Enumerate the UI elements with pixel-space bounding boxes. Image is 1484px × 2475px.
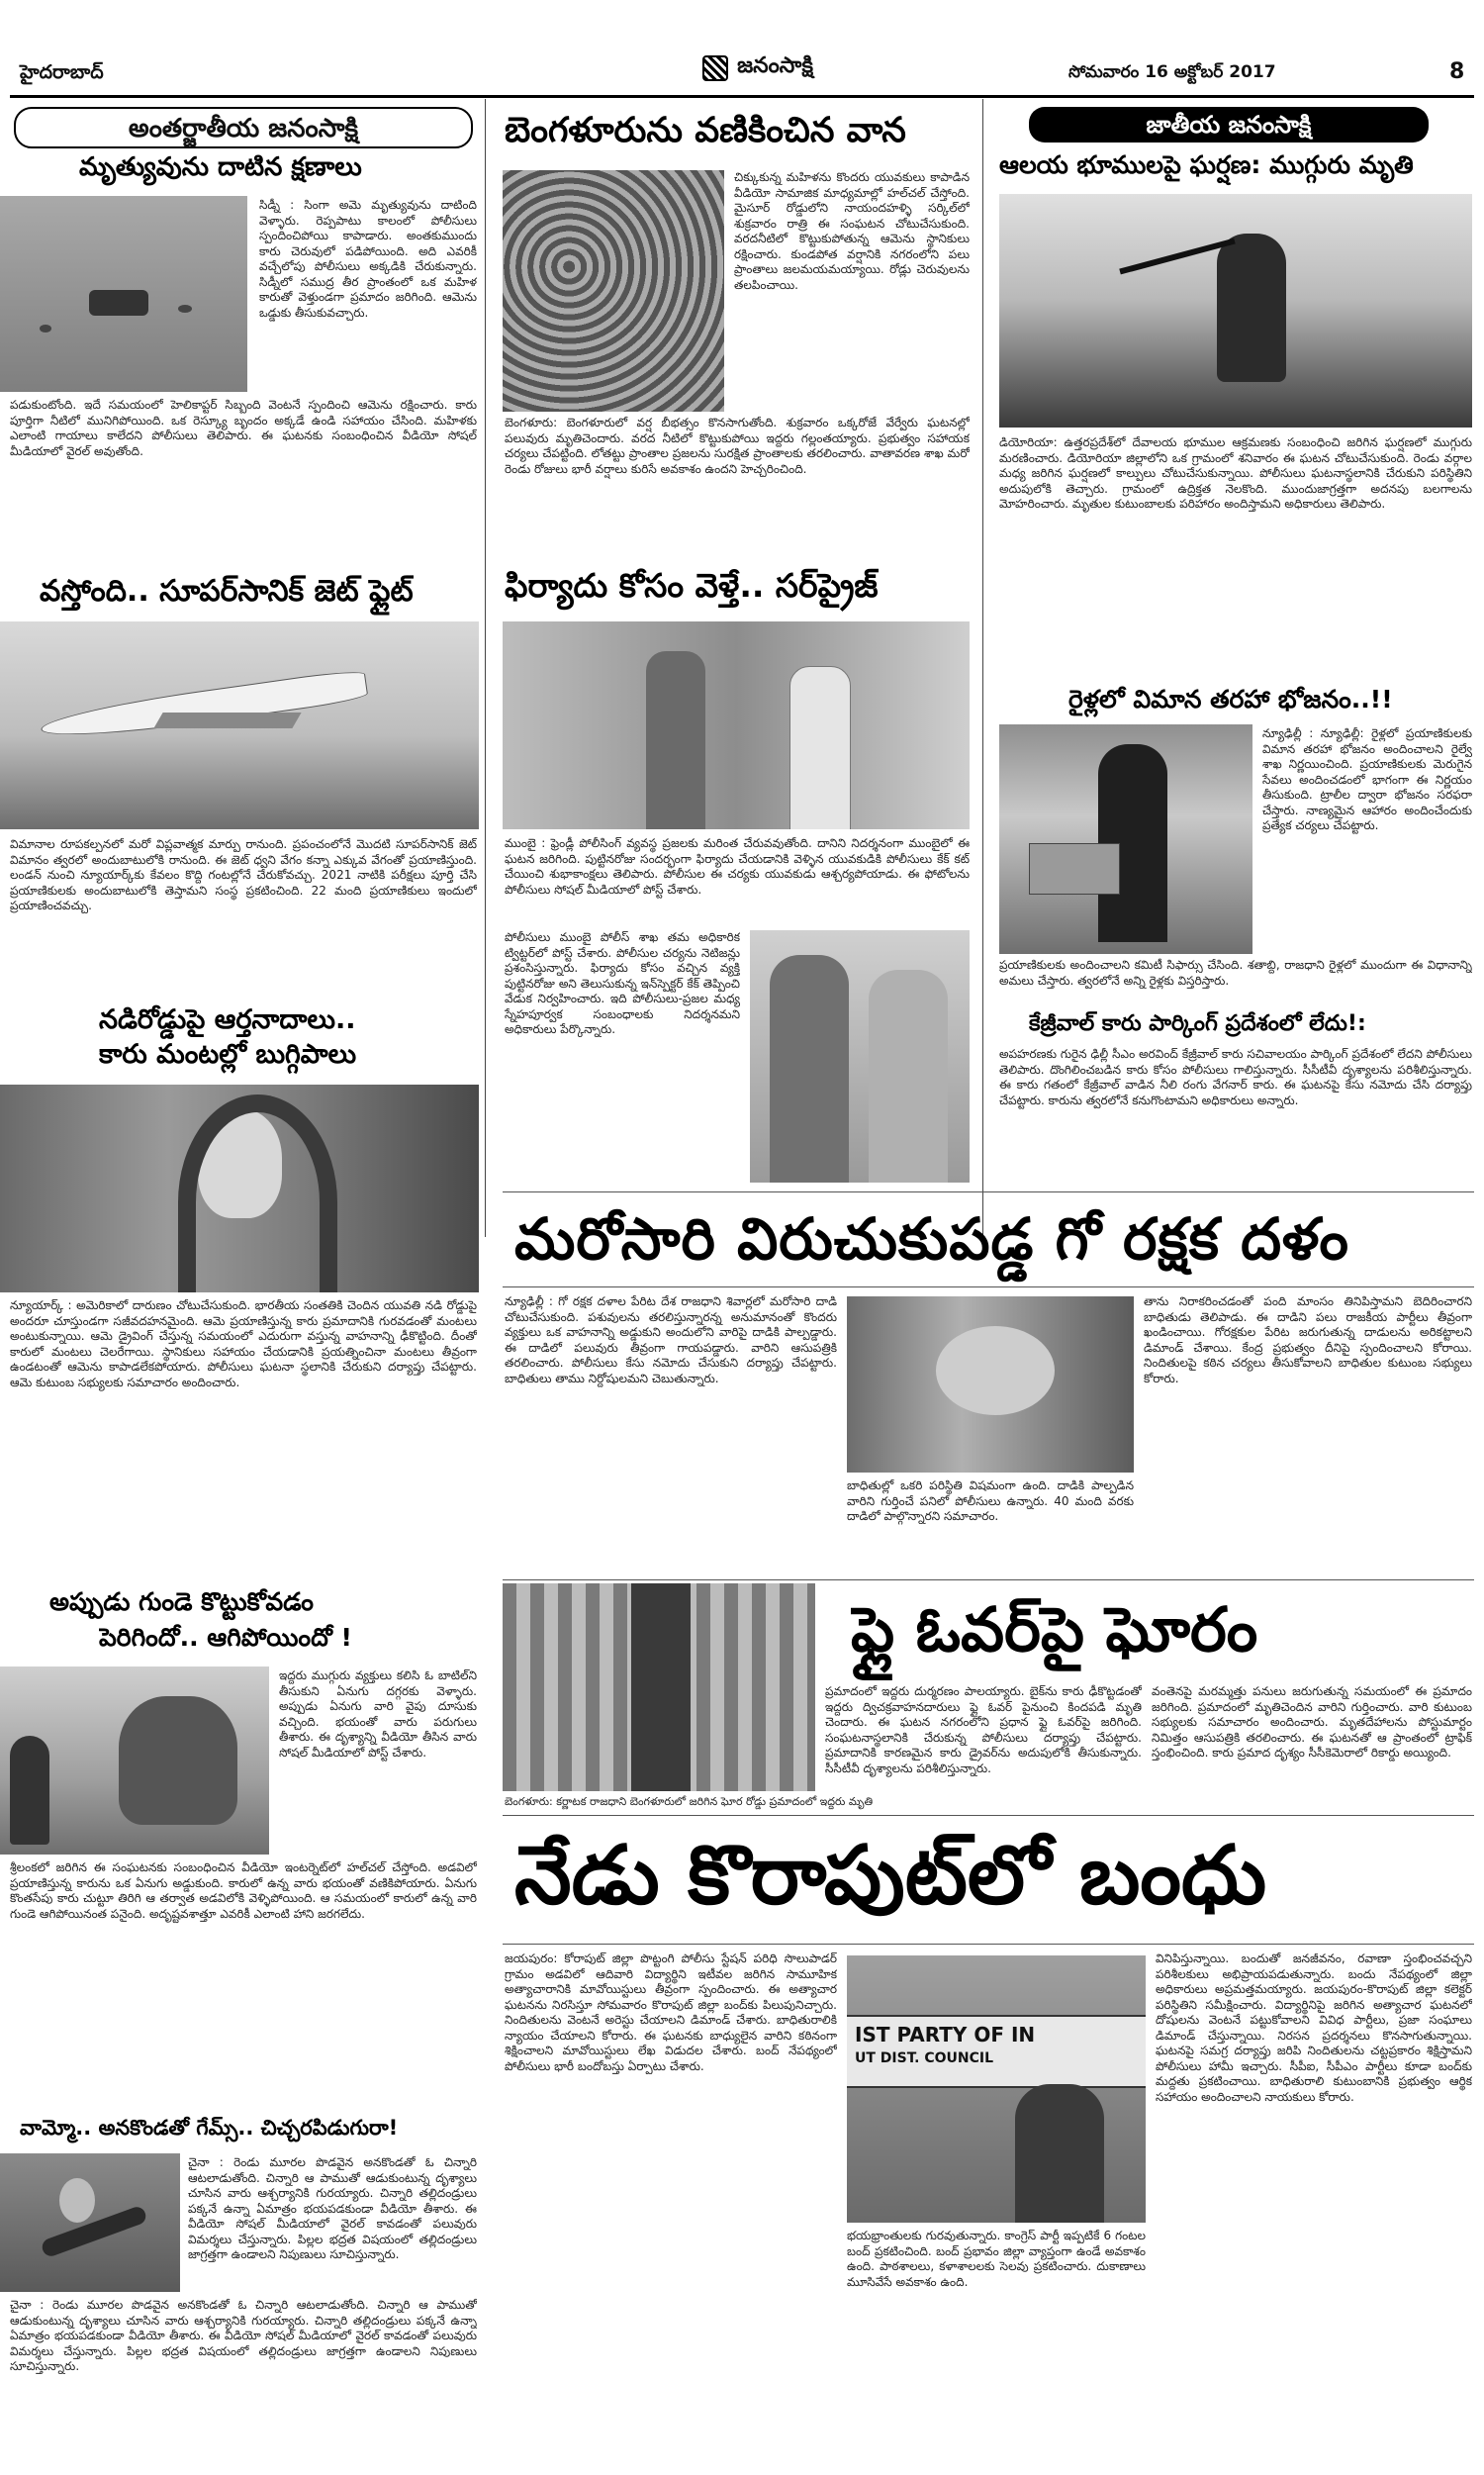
masthead-paper-name: జనంసాక్షి: [737, 53, 813, 78]
section-rule: [503, 1191, 1474, 1192]
photo-injured-man: [847, 1296, 1134, 1473]
person-shape: [789, 666, 851, 829]
photo-flyover-accident: [503, 1583, 815, 1791]
article-text: వినిపిస్తున్నాయి. బందుతో జనజీవనం, రవాణా స్తంభించవచ్చని పరిశీలకులు అభిప్రాయపడుతున్నారు. బందు నేపథ్యంలో జిల్లా అధికారులు అప్రమత్తమయ్యారు. జయపురం-కొరాపుట్ జిల్లా కలెక్టర్ పరిస్థితిని సమీక్షించారు. విద్యార్థినిపై జరిగిన అత్యాచార ఘటనలో దోషులను వెంటనే పట్టుకోవాలని వివిధ పార్టీలు, ప్రజా సంఘాలు డిమాండ్ చేస్తున్నాయి. నిరసన ప్రదర్శనలు కొనసాగుతున్నాయి. ఘటనపై సమగ్ర దర్యాప్తు జరిపి నిందితులను చట్టప్రకారం శిక్షిస్తామని పోలీసులు హామీ ఇచ్చారు. సీపీఐ, సీపీఎం పార్టీలు కూడా బంద్‌కు మద్దతు ప్రకటించాయి. బాధితురాలి కుటుంబానికి ప్రభుత్వం ఆర్థిక సహాయం అందించాలని నాయకులు కోరారు.: [1156, 1951, 1472, 2104]
headline-alaya-bhumulu: ఆలయ భూములపై ఘర్షణ: ముగ్గురు మృతి: [999, 150, 1414, 179]
banner-shape: [847, 2015, 1146, 2088]
section-rule: [503, 1944, 1474, 1945]
photo-caption: బెంగళూరు: కర్ణాటక రాజధాని బెంగళూరులో జరిగిన ఘోర రోడ్డు ప్రమాదంలో ఇద్దరు మృతి: [505, 1795, 874, 1808]
headline-supersonic-jet: వస్తోంది.. సూపర్‌సానిక్ జెట్ ఫ్లైట్: [40, 574, 414, 609]
road-shape: [631, 1583, 691, 1791]
column-divider: [485, 99, 486, 1237]
article-text: సిడ్నీ : సింగా అమె మృత్యువును దాటింది వెళ్ళారు. రెప్పపాటు కాలంలో పోలీసులు స్పందించిపోయి కాపాడారు. అంతకుముందు కారు చెరువులో పడిపోయింది. అది ఎవరికీ వచ్చేలోపు పోలీసులు అక్కడికి చేరుకున్నారు. సిడ్నీలో సముద్ర తీర ప్రాంతంలో ఒక మహిళ కారుతో వెళ్తుండగా ప్రమాదం జరిగింది. ఆమెను ఒడ్డుకు తీసుకువచ్చారు.: [259, 198, 477, 320]
masthead-date: సోమవారం 16 అక్టోబర్ 2017: [1068, 62, 1276, 82]
article-text: అపహరణకు గురైన ఢిల్లీ సీఎం అరవింద్ కేజ్రీవాల్ కారు సచివాలయం పార్కింగ్ ప్రదేశంలో లేదని పోలీసులు తెలిపారు. దొంగిలించబడిన కారు కోసం పోలీసులు గాలిస్తున్నారు. సీసీటీవీ దృశ్యాలను పరిశీలిస్తున్నారు. ఈ కారు గతంలో కేజ్రీవాల్ వాడిన నీలి రంగు వేగనార్ కారు. ఈ ఘటనపై కేసు నమోదు చేసి దర్యాప్తు చేపట్టారు. కారును త్వరలోనే కనుగొంటామని అధికారులు అన్నారు.: [999, 1047, 1472, 1107]
photo-sea-rescue: [0, 196, 247, 392]
swimmer-shape: [178, 305, 192, 313]
food-tray-shape: [1029, 843, 1120, 895]
masthead-city: హైదరాబాద్: [20, 61, 104, 83]
photo-police-birthday: [503, 621, 970, 829]
person-shape: [770, 955, 849, 1183]
headline-firyadu: ఫిర్యాదు కోసం వెళ్తే.. సర్‌ప్రైజ్: [505, 566, 879, 605]
child-shape: [59, 2178, 95, 2223]
photo-supersonic-jet: [0, 621, 479, 829]
article-text: తాను నిరాకరించడంతో పంది మాంసం తినిపిస్తామని బెదిరించారని బాధితుడు తెలిపాడు. ఈ దాడిని పలు రాజకీయ పార్టీలు తీవ్రంగా ఖండించాయి. గోరక్షకుల పేరిట జరుగుతున్న దాడులను అరికట్టాలని డిమాండ్ చేశాయి. కేంద్ర ప్రభుత్వం దీనిపై స్పందించాలని కోరాయి. నిందితులపై కఠిన చర్యలు తీసుకోవాలని బాధితుల కుటుంబ సభ్యులు కోరారు.: [1144, 1294, 1472, 1385]
section-rule: [503, 1286, 1474, 1287]
elephant-shape: [119, 1696, 237, 1825]
article-text: చైనా : రెండు మూరల పొడవైన అనకొండతో ఓ చిన్నారి ఆటలాడుతోంది. చిన్నారి ఆ పాముతో ఆడుకుంటున్న దృశ్యాలు చూసిన వారు ఆశ్చర్యానికి గురయ్యారు. చిన్నారి తల్లిదండ్రులు పక్కనే ఉన్నా ఏమాత్రం భయపడకుండా వీడియో తీశారు. ఈ వీడియో సోషల్ మీడియాలో వైరల్ కావడంతో పలువురు విమర్శలు చేస్తున్నారు. పిల్లల భద్రత విషయంలో తల్లిదండ్రులు జాగ్రత్తగా ఉండాలని నిపుణులు సూచిస్తున్నారు.: [188, 2155, 477, 2261]
policeman-shape: [646, 651, 705, 829]
photo-train-food: [999, 724, 1252, 954]
article-text: పోలీసులు ముంబై పోలీస్ శాఖ తమ అధికారిక ట్విట్టర్‌లో పోస్ట్ చేశారు. పోలీసుల చర్యను నెటిజన్లు ప్రశంసిస్తున్నారు. ఫిర్యాదు కోసం వచ్చిన వ్యక్తి పుట్టినరోజు అని తెలుసుకున్న ఇన్‌స్పెక్టర్ కేక్ తెప్పించి వేడుక నిర్వహించారు. ఇది పోలీసులు-ప్రజల మధ్య స్నేహపూర్వక సంబంధాలకు నిదర్శనమని అధికారులు పేర్కొన్నారు.: [505, 930, 740, 1036]
snake-shape: [40, 2205, 148, 2259]
article-text: శ్రీలంకలో జరిగిన ఈ సంఘటనకు సంబంధించిన వీడియో ఇంటర్నెట్‌లో హల్‌చల్ చేస్తోంది. అడవిలో ప్రయాణిస్తున్న కారును ఒక ఏనుగు అడ్డుకుంది. కారులో ఉన్న వారు భయంతో వణికిపోయారు. ఏనుగు కొంతసేపు కారు చుట్టూ తిరిగి ఆ తర్వాత అడవిలోకి వెళ్ళిపోయింది. ఆ సమయంలో కారులో ఉన్న వారి గుండె ఆగిపోయినంత పనైంది. అదృష్టవశాత్తూ ఎవరికీ ఎలాంటి హాని జరగలేదు.: [10, 1860, 477, 1921]
photo-protest-rally: [847, 1955, 1146, 2223]
headline-mrutyuvu: మృత్యువును దాటిన క్షణాలు: [79, 152, 362, 182]
car-shape: [89, 290, 148, 316]
article-text: న్యూయార్క్ : అమెరికాలో దారుణం చోటుచేసుకుంది. భారతీయ సంతతికి చెందిన యువతి నడి రోడ్డుపై అందరూ చూస్తుండగా సజీవదహనమైంది. ఆమె ప్రయాణిస్తున్న కారు ప్రమాదానికి గురవడంతో మంటలు అంటుకున్నాయి. ఆమె డ్రైవింగ్ చేస్తున్న సమయంలో ఎదురుగా వస్తున్న వాహనాన్ని ఢీకొట్టింది. దీంతో కారులో మంటలు చెలరేగాయి. స్థానికులు సహాయం చేయడానికి ప్రయత్నించినా మంటలు తీవ్రంగా ఉండటంతో ఆమెను కాపాడలేకపోయారు. పోలీసులు ఘటనా స్థలానికి చేరుకుని దర్యాప్తు చేపట్టారు. ఆమె కుటుంబ సభ్యులకు సమాచారం అందించారు.: [10, 1298, 477, 1389]
article-text: పడుకుంటోంది. ఇదే సమయంలో హెలికాప్టర్ సిబ్బంది వెంటనే స్పందించి ఆమెను రక్షించారు. కారు పూర్తిగా నీటిలో మునిగిపోయింది. ఒక రెస్క్యూ బృందం అక్కడే ఉండి సహాయం చేసింది. మహిళకు ఎలాంటి గాయాలు కాలేదని పోలీసులు తెలిపారు. ఈ ఘటనకు సంబంధించిన వీడియో సోషల్ మీడియాలో వైరల్ అవుతోంది.: [10, 398, 477, 458]
section-rule: [503, 1579, 1474, 1580]
photo-woman-portrait: [0, 1085, 479, 1292]
article-text: ముంబై : ఫ్రెండ్లీ పోలీసింగ్ వ్యవస్థ ప్రజలకు మరింత చేరువవుతోంది. దానిని నిదర్శనంగా ముంబైలో ఈ ఘటన జరిగింది. పుట్టినరోజు సందర్భంగా ఫిర్యాదు చేయడానికి వెళ్ళిన యువకుడికి పోలీసులు కేక్ కట్ చేయించి శుభాకాంక్షలు తెలిపారు. పోలీసుల ఈ చర్యకు యువకుడు ఆశ్చర్యపోయాడు. ఈ ఫోటోలను పోలీసులు సోషల్ మీడియాలో పోస్ట్ చేశారు.: [505, 836, 970, 897]
photo-clash-firing: [999, 194, 1472, 428]
headline-koraput-bandh: నేడు కొరాపుట్‌లో బంధు: [514, 1829, 1267, 1923]
photo-elephant: [0, 1666, 269, 1855]
hair-shape: [178, 1095, 337, 1292]
article-text: డియోరియా: ఉత్తరప్రదేశ్‌లో దేవాలయ భూముల ఆక్రమణకు సంబంధించి జరిగిన ఘర్షణలో ముగ్గురు మరణించారు. డియోరియా జిల్లాలోని ఒక గ్రామంలో శనివారం ఈ ఘటన చోటుచేసుకుంది. రెండు వర్గాల మధ్య జరిగిన ఘర్షణలో కాల్పులు చోటుచేసుకున్నాయి. పోలీసులు ఘటనాస్థలానికి చేరుకుని పరిస్థితిని అదుపులోకి తెచ్చారు. గ్రామంలో ఉద్రిక్తత నెలకొంది. ముందుజాగ్రత్తగా అదనపు బలగాలను మోహరించారు. మృతుల కుటుంబాలకు పరిహారం అందిస్తామని అధికారులు తెలిపారు.: [999, 435, 1472, 511]
photo-bengaluru-crowd: [503, 170, 724, 412]
person-shape: [10, 1736, 49, 1845]
article-text: బెంగళూరు: బెంగళూరులో వర్ష బీభత్సం కొనసాగుతోంది. శుక్రవారం ఒక్కరోజే వేర్వేరు ఘటనల్లో పలువురు మృతిచెందారు. వరద నీటిలో కొట్టుకుపోయి ఇద్దరు గల్లంతయ్యారు. ప్రభుత్వం సహాయక చర్యలు చేపట్టింది. లోతట్టు ప్రాంతాల ప్రజలను సురక్షిత ప్రాంతాలకు తరలించారు. వాతావరణ శాఖ మరో రెండు రోజులు భారీ వర్షాలు కురిసే అవకాశం ఉందని హెచ్చరించింది.: [505, 416, 970, 476]
headline-nadiroddu: నడిరోడ్డుపై ఆర్తనాదాలు..: [99, 1004, 356, 1035]
headline-karu-mantallo: కారు మంటల్లో బుగ్గిపాలు: [99, 1039, 357, 1070]
article-text: చైనా : రెండు మూరల పొడవైన అనకొండతో ఓ చిన్నారి ఆటలాడుతోంది. చిన్నారి ఆ పాముతో ఆడుకుంటున్న దృశ్యాలు చూసిన వారు ఆశ్చర్యానికి గురయ్యారు. చిన్నారి తల్లిదండ్రులు పక్కనే ఉన్నా ఏమాత్రం భయపడకుండా వీడియో తీశారు. ఈ వీడియో సోషల్ మీడియాలో వైరల్ కావడంతో పలువురు విమర్శలు చేస్తున్నారు. పిల్లల భద్రత విషయంలో తల్లిదండ్రులు జాగ్రత్తగా ఉండాలని నిపుణులు సూచిస్తున్నారు.: [10, 2298, 477, 2373]
jet-wing: [153, 713, 301, 728]
person-shape: [869, 970, 948, 1183]
masthead-rule: [10, 95, 1474, 98]
article-text: విమానాల రూపకల్పనలో మరో విప్లవాత్మక మార్పు రానుంది. ప్రపంచంలోనే మొదటి సూపర్‌సానిక్ జెట్ విమానం త్వరలో అందుబాటులోకి రానుంది. ఈ జెట్ ధ్వని వేగం కన్నా ఎక్కువ వేగంతో ప్రయాణిస్తుంది. లండన్ నుంచి న్యూయార్క్‌కు కేవలం కొద్ది గంటల్లోనే చేరుకోవచ్చు. 2021 నాటికి పరీక్షలు పూర్తి చేసి ప్రయాణికులకు అందుబాటులోకి తెస్తామని సంస్థ ప్రకటించింది. 22 మంది ప్రయాణికులు ఇందులో ప్రయాణించవచ్చు.: [10, 837, 477, 912]
headline-perigindo: పెరిగిందో.. ఆగిపోయిందో !: [99, 1623, 352, 1652]
column-divider: [982, 99, 983, 1237]
section-label-international: [14, 107, 473, 148]
headline-anaconda: వామ్మో.. అనకొండతో గేమ్స్.. చిచ్చరపిడుగురా!: [20, 2116, 399, 2140]
masthead-logo: [702, 53, 851, 87]
section-label-text: అంతర్జాతీయ జనంసాక్షి: [128, 114, 359, 143]
headline-go-rakshaka: మరోసారి విరుచుకుపడ్డ గో రక్షక దళం: [514, 1205, 1349, 1273]
banner-text: UT DIST. COUNCIL: [855, 2050, 993, 2066]
person-shape: [1015, 2084, 1104, 2223]
article-text: న్యూఢిల్లీ : న్యూఢిల్లీ: రైళ్లలో ప్రయాణికులకు విమాన తరహా భోజనం అందించాలని రైల్వే శాఖ నిర్ణయించింది. ప్రయాణికులకు మెరుగైన సేవలు అందించడంలో భాగంగా ఈ నిర్ణయం తీసుకుంది. ట్రాలీల ద్వారా భోజనం సరఫరా చేస్తారు. నాణ్యమైన ఆహారం అందించేందుకు ప్రత్యేక చర్యలు చేపట్టారు.: [1262, 726, 1472, 832]
photo-cake-cutting: [750, 930, 970, 1183]
headline-flyover: ఫ్లై ఓవర్‌పై ఘోరం: [851, 1593, 1258, 1666]
headline-kejriwal-car: కేజ్రీవాల్ కారు పార్కింగ్ ప్రదేశంలో లేదు!:: [1029, 1011, 1366, 1036]
logo-icon: [702, 55, 728, 81]
article-text: ప్రయాణికులకు అందించాలని కమిటీ సిఫార్సు చేసింది. శతాబ్ది, రాజధాని రైళ్లలో ముందుగా ఈ విధానాన్ని అమలు చేస్తారు. త్వరలోనే అన్ని రైళ్లకు విస్తరిస్తారు.: [999, 958, 1472, 988]
headline-raillu-bhojanam: రైళ్లలో విమాన తరహా భోజనం..!!: [1068, 685, 1393, 714]
page-number: 8: [1449, 59, 1465, 84]
photo-child-snake: [0, 2153, 180, 2292]
jet-body: [39, 668, 368, 745]
section-label-national: [1029, 107, 1429, 143]
article-text: జయపురం: కోరాపుట్ జిల్లా పొట్టంగి పోలీసు స్టేషన్ పరిధి సొలుపాడర్ గ్రామం అడవిలో ఆదివారి విద్యార్థిని ఇటీవల జరిగిన సామూహిక అత్యాచారానికి మావోయిస్టులు తీవ్రంగా స్పందించారు. ఈ అత్యాచార ఘటనను నిరసిస్తూ సోమవారం కొరాపుట్ జిల్లా బంద్‌కు పిలుపునిచ్చారు. నిందితులను వెంటనే అరెస్టు చేయాలని డిమాండ్ చేశారు. బాధితురాలికి న్యాయం చేయాలని కోరారు. ఈ ఘటనకు బాధ్యులైన వారిని కఠినంగా శిక్షించాలని మావోయిస్టులు లేఖ విడుదల చేశారు. బంద్ నేపథ్యంలో పోలీసులు భారీ బందోబస్తు ఏర్పాటు చేశారు.: [505, 1951, 837, 2073]
section-label-text: జాతీయ జనంసాక్షి: [1146, 111, 1312, 139]
article-text: ఇద్దరు ముగ్గురు వ్యక్తులు కలిసి ఓ బాటిల్‌ని తీసుకుని ఏనుగు దగ్గరకు వెళ్ళారు. అప్పుడు ఏనుగు వారి వైపు దూసుకు వచ్చింది. భయంతో వారు పరుగులు తీశారు. ఈ దృశ్యాన్ని వీడియో తీసిన వారు సోషల్ మీడియాలో పోస్ట్ చేశారు.: [279, 1668, 477, 1760]
article-text: ప్రమాదంలో ఇద్దరు దుర్మరణం పాలయ్యారు. బైక్‌ను కారు ఢీకొట్టడంతో ఇద్దరు ద్విచక్రవాహనదారులు ఫ్లై ఓవర్ పైనుంచి కిందపడి మృతి చెందారు. ఈ ఘటన నగరంలోని ప్రధాన ఫ్లై ఓవర్‌పై జరిగింది. సంఘటనాస్థలానికి చేరుకున్న పోలీసులు దర్యాప్తు చేపట్టారు. ప్రమాదానికి కారణమైన కారు డ్రైవర్‌ను అదుపులోకి తీసుకున్నారు. సీసీటీవీ దృశ్యాలను పరిశీలిస్తున్నారు.: [825, 1684, 1142, 1775]
article-text: వంతెనపై మరమ్మత్తు పనులు జరుగుతున్న సమయంలో ఈ ప్రమాదం జరిగింది. ప్రమాదంలో మృతిచెందిన వారిని గుర్తించారు. వారి కుటుంబ సభ్యులకు సమాచారం అందించారు. మృతదేహాలను పోస్టుమార్టం నిమిత్తం ఆసుపత్రికి తరలించారు. ఈ ఘటనతో ఆ ప్రాంతంలో ట్రాఫిక్ స్తంభించింది. కారు ప్రమాద దృశ్యం సీసీకెమెరాలో రికార్డు అయ్యింది.: [1152, 1684, 1472, 1760]
banner-text: IST PARTY OF IN: [855, 2023, 1036, 2047]
soldier-shape: [1217, 234, 1286, 382]
article-text: బాధితుల్లో ఒకరి పరిస్థితి విషమంగా ఉంది. దాడికి పాల్పడిన వారిని గుర్తించే పనిలో పోలీసులు ఉన్నారు. 40 మంది వరకు దాడిలో పాల్గొన్నారని సమాచారం.: [847, 1478, 1134, 1523]
swimmer-shape: [40, 325, 51, 333]
headline-bengaluru-vana: బెంగళూరును వణికించిన వాన: [505, 111, 906, 150]
face-shape: [936, 1326, 1055, 1415]
headline-gunde: అప్పుడు గుండె కొట్టుకోవడం: [49, 1587, 314, 1616]
article-text: న్యూఢిల్లీ : గో రక్షక దళాల పేరిట దేశ రాజధాని శివార్లలో మరోసారి దాడి చోటుచేసుకుంది. పశువులను తరలిస్తున్నారన్న అనుమానంతో కొందరు వ్యక్తులు ఒక వాహనాన్ని అడ్డుకుని అందులోని వారిపై దాడికి పాల్పడ్డారు. ఈ దాడిలో పలువురు తీవ్రంగా గాయపడ్డారు. వారిని ఆసుపత్రికి తరలించారు. పోలీసులు కేసు నమోదు చేసుకుని దర్యాప్తు చేపట్టారు. బాధితులు తాము నిర్దోషులమని చెబుతున్నారు.: [505, 1294, 837, 1385]
section-rule: [503, 1815, 1474, 1816]
article-text: చిక్కుకున్న మహిళను కొందరు యువకులు కాపాడిన వీడియో సామాజిక మాధ్యమాల్లో హల్‌చల్ చేస్తోంది. మైసూర్ రోడ్డులోని నాయందహళ్ళి సర్కిల్‌లో శుక్రవారం రాత్రి ఈ సంఘటన చోటుచేసుకుంది. వరదనీటిలో కొట్టుకుపోతున్న ఆమెను స్థానికులు రక్షించారు. కుండపోత వర్షానికి నగరంలోని పలు ప్రాంతాలు జలమయమయ్యాయి. రోడ్లు చెరువులను తలపించాయి.: [734, 170, 970, 292]
article-text: భయభ్రాంతులకు గురవుతున్నారు. కాంగ్రెస్ పార్టీ ఇప్పటికే 6 గంటల బంద్ ప్రకటించింది. బంద్ ప్రభావం జిల్లా వ్యాప్తంగా ఉండే అవకాశం ఉంది. పాఠశాలలు, కళాశాలలకు సెలవు ప్రకటించారు. దుకాణాలు మూసివేసే అవకాశం ఉంది.: [847, 2229, 1146, 2289]
